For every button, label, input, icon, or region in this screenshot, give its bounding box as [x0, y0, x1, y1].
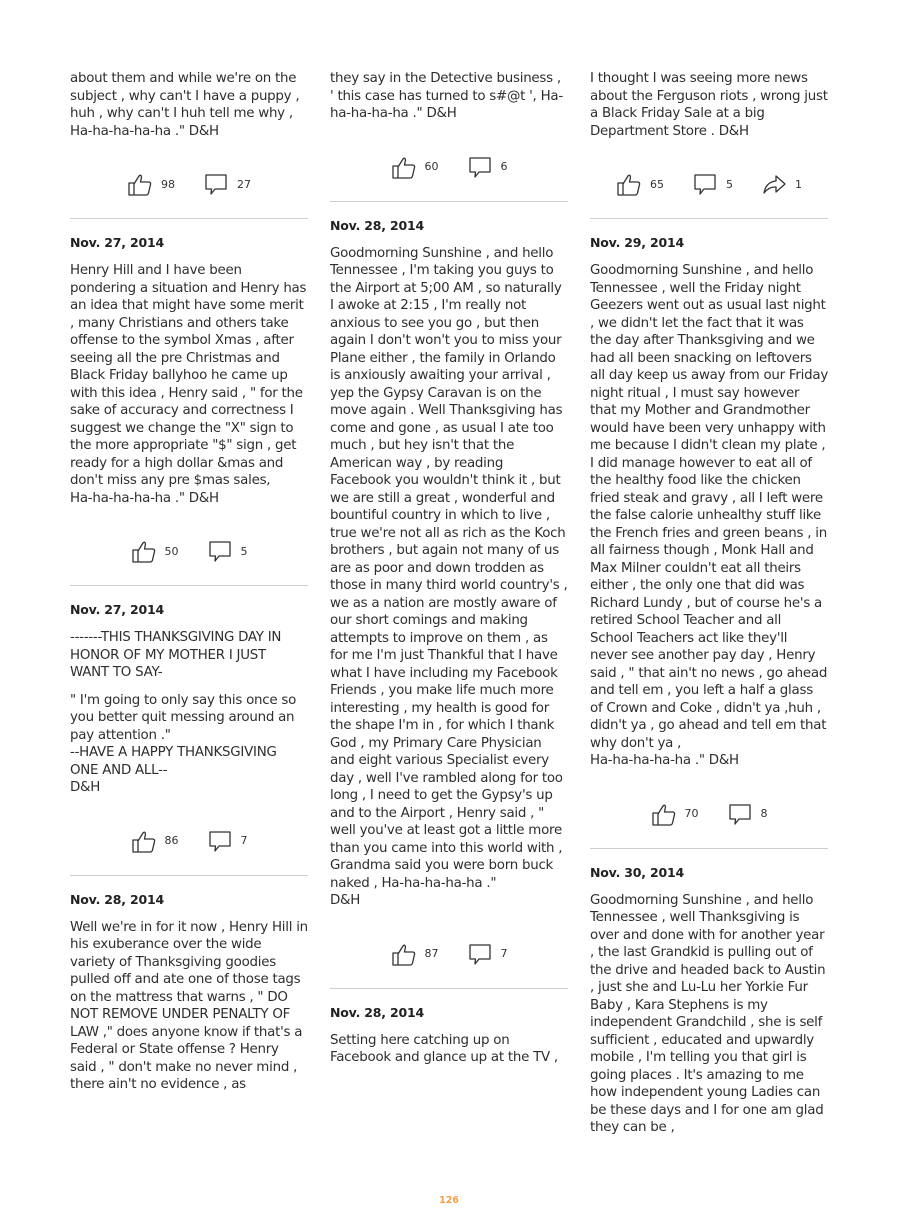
speech-bubble-icon	[207, 538, 233, 564]
post-text: Well we're in for it now , Henry Hill in his exuberance over the wide variety of Thanksgiving goodies pulled off and ate one of those tags on the mattress that warns , " DO NOT REMOVE UNDER PENALTY OF LAW ," does anyone know if that's a Federal or State offense ? Henry said , " don't make no never mind , there ain't no evidence , as	[70, 919, 312, 1092]
post-text: Goodmorning Sunshine , and hello Tennessee , well the Friday night Geezers went out as usual last night , we didn't let the fact that it was the day after Thanksgiving and we had all been snacking on leftovers all day keep us away from our Friday night ritual , I must say however that my Mother and Grandmother would have been very unhappy with me because I didn't clean my plate , I did manage however to eat all of the healthy food like the chicken fried steak and gravy , all I left were the false calorie unhealthy stuff like the French fries and green beans , in all fairness though , Monk Hall and Max Milner couldn't eat all theirs either , the only one that did was Richard Lundy , but of course he's a retired School Teacher and all School Teachers act like they'll never see another pay day , Henry said , " that ain't no news , go ahead and tell em , you left a half a glass of Crown and Coke , didn't ya ,huh , didn't ya , go ahead and tell em that why don't ya , Ha-ha-ha-ha-ha ." D&H	[590, 263, 829, 768]
like-count: 87	[424, 947, 439, 960]
post-stats	[590, 794, 828, 834]
post-date: Nov. 28, 2014	[330, 1004, 424, 1020]
divider	[330, 988, 568, 989]
post-nov-27-a	[70, 235, 308, 586]
speech-bubble-icon	[207, 828, 233, 854]
post-date: Nov. 30, 2014	[590, 864, 684, 880]
post-stats	[70, 164, 308, 204]
thumbs-up-icon	[391, 941, 417, 967]
like-count: 98	[161, 177, 175, 191]
post-text: Henry Hill and I have been pondering a situation and Henry has an idea that might have some merit , many Christians and others take offense to the symbol Xmas , after seeing all the pre Christmas and Black Friday ballyhoo he came up with this idea , Henry said , " for the sake of accuracy and correctness I suggest we change the "X" sign to the more appropriate "$" sign , get ready for a high dollar &mas and don't miss any pre $mas sales, Ha-ha-ha-ha-ha ." D&H	[70, 263, 307, 506]
comment-count: 6	[500, 160, 508, 173]
post-text: they say in the Detective business , ' this case has turned to s#@t ', Ha-ha-ha-ha-ha ." D&H	[330, 71, 565, 121]
post-stats	[70, 531, 308, 571]
post-stats	[70, 821, 308, 861]
post-stats	[590, 164, 828, 204]
post-text: Goodmorning Sunshine , and hello Tennessee , well Thanksgiving is over and done with for another year , the last Grandkid is pulling out of the drive and headed back to Austin , just she and Lu-Lu her Yorkie Fur Baby , Kara Stephens is my independent Grandchild , she is self sufficient , educated and upwardly mobile , I'm telling you that girl is going places . It's amazing to me how independent young Ladies can be these days and I for one am glad they can be ,	[590, 892, 830, 1135]
thumbs-up-icon	[616, 171, 642, 197]
divider	[590, 848, 828, 849]
like-stat[interactable]	[391, 154, 439, 180]
comment-stat[interactable]	[727, 801, 768, 827]
post-stats	[330, 934, 568, 974]
thumbs-up-icon	[131, 828, 157, 854]
comment-stat[interactable]	[467, 941, 508, 967]
like-stat[interactable]	[651, 801, 699, 827]
comment-stat[interactable]	[467, 154, 508, 180]
comment-stat[interactable]	[692, 171, 733, 197]
like-stat[interactable]	[391, 941, 439, 967]
speech-bubble-icon	[692, 171, 718, 197]
like-count: 60	[424, 160, 439, 173]
column-2	[330, 70, 568, 1067]
column-3	[590, 70, 832, 1137]
share-arrow-icon	[761, 171, 787, 197]
speech-bubble-icon	[727, 801, 753, 827]
like-stat[interactable]	[127, 171, 175, 197]
like-count: 50	[164, 544, 179, 558]
like-count: 70	[684, 807, 699, 820]
like-stat[interactable]	[131, 828, 179, 854]
post-nov-28-a	[70, 891, 312, 1094]
post-nov-30	[590, 865, 828, 1137]
post-text: Goodmorning Sunshine , and hello Tennessee , I'm taking you guys to the Airport at 5;00 AM , so naturally I awoke at 2:15 , I'm really not anxious to see you go , but then again I don't won't you to miss your Plane either , the family in Orlando is anxiously awaiting your arrival , yep the Gypsy Caravan is on the move again . Well Thanksgiving has come and gone , as usual I ate too much , but hey isn't that the American way , by reading Facebook you wouldn't think it , but we are still a great , wonderful and bountiful country in which to live , true we're not all as rich as the Koch brothers , but again not many of us are as poor and down trodden as those in many third world country's , we as a nation are mostly aware of our short comings and making attempts to improve on them , as for me I'm just Thankful that I have what I have including my Facebook Friends , you make life much more interesting , my health is good for the shape I'm in , for which I thank God , my Primary Care Physician and eight various Specialist every day , well I've rambled along for too long , I need to get the Gypsy's up and to the Airport , Henry said , " well you've at least got a little more than you came into this world with , Grandma said you were born buck naked , Ha-ha-ha-ha-ha ." D&H	[330, 245, 568, 908]
speech-bubble-icon	[467, 154, 493, 180]
like-count: 86	[164, 834, 179, 847]
post-date: Nov. 28, 2014	[70, 891, 164, 907]
comment-count: 27	[237, 177, 251, 191]
column-1	[70, 70, 312, 1094]
like-count: 65	[650, 177, 664, 191]
post-date: Nov. 28, 2014	[330, 217, 424, 233]
divider	[70, 218, 308, 219]
thumbs-up-icon	[131, 538, 157, 564]
post-date: Nov. 29, 2014	[590, 235, 684, 250]
thumbs-up-icon	[651, 801, 677, 827]
post-date: Nov. 27, 2014	[70, 602, 164, 617]
post-text: about them and while we're on the subject , why can't I have a puppy , huh , why can't I huh tell me why , Ha-ha-ha-ha-ha ." D&H	[70, 71, 304, 139]
like-stat[interactable]	[131, 538, 179, 564]
post-nov-27-b	[70, 602, 308, 876]
divider	[330, 201, 568, 202]
post-date: Nov. 27, 2014	[70, 235, 164, 250]
share-stat[interactable]	[761, 171, 802, 197]
post-text: Setting here catching up on Facebook and glance up at the TV ,	[330, 1032, 558, 1065]
like-stat[interactable]	[616, 171, 664, 197]
share-count: 1	[795, 177, 802, 191]
comment-count: 8	[760, 807, 768, 820]
post-text: I thought I was seeing more news about the Ferguson riots , wrong just a Black Friday Sale at a big Department Store . D&H	[590, 71, 832, 139]
comment-count: 7	[500, 947, 508, 960]
divider	[70, 875, 308, 876]
post-text: -------THIS THANKSGIVING DAY IN HONOR OF MY MOTHER I JUST WANT TO SAY-	[70, 630, 286, 680]
thumbs-up-icon	[391, 154, 417, 180]
comment-stat[interactable]	[207, 538, 248, 564]
comment-stat[interactable]	[203, 171, 251, 197]
comment-count: 5	[240, 544, 248, 558]
comment-stat[interactable]	[207, 828, 248, 854]
comment-count: 7	[240, 834, 248, 847]
post-stats	[330, 147, 568, 187]
thumbs-up-icon	[127, 171, 153, 197]
page-number: 126	[439, 1195, 459, 1206]
post-nov-28-c	[330, 1005, 568, 1067]
speech-bubble-icon	[467, 941, 493, 967]
divider	[590, 218, 828, 219]
comment-count: 5	[726, 177, 733, 191]
post-text: " I'm going to only say this once so you better quit messing around an pay attention ." --HAVE A HAPPY THANKSGIVING ONE AND ALL-- D&H	[70, 692, 297, 795]
post-nov-28-b	[330, 218, 568, 989]
divider	[70, 585, 308, 586]
speech-bubble-icon	[203, 171, 229, 197]
post-nov-29	[590, 235, 828, 849]
